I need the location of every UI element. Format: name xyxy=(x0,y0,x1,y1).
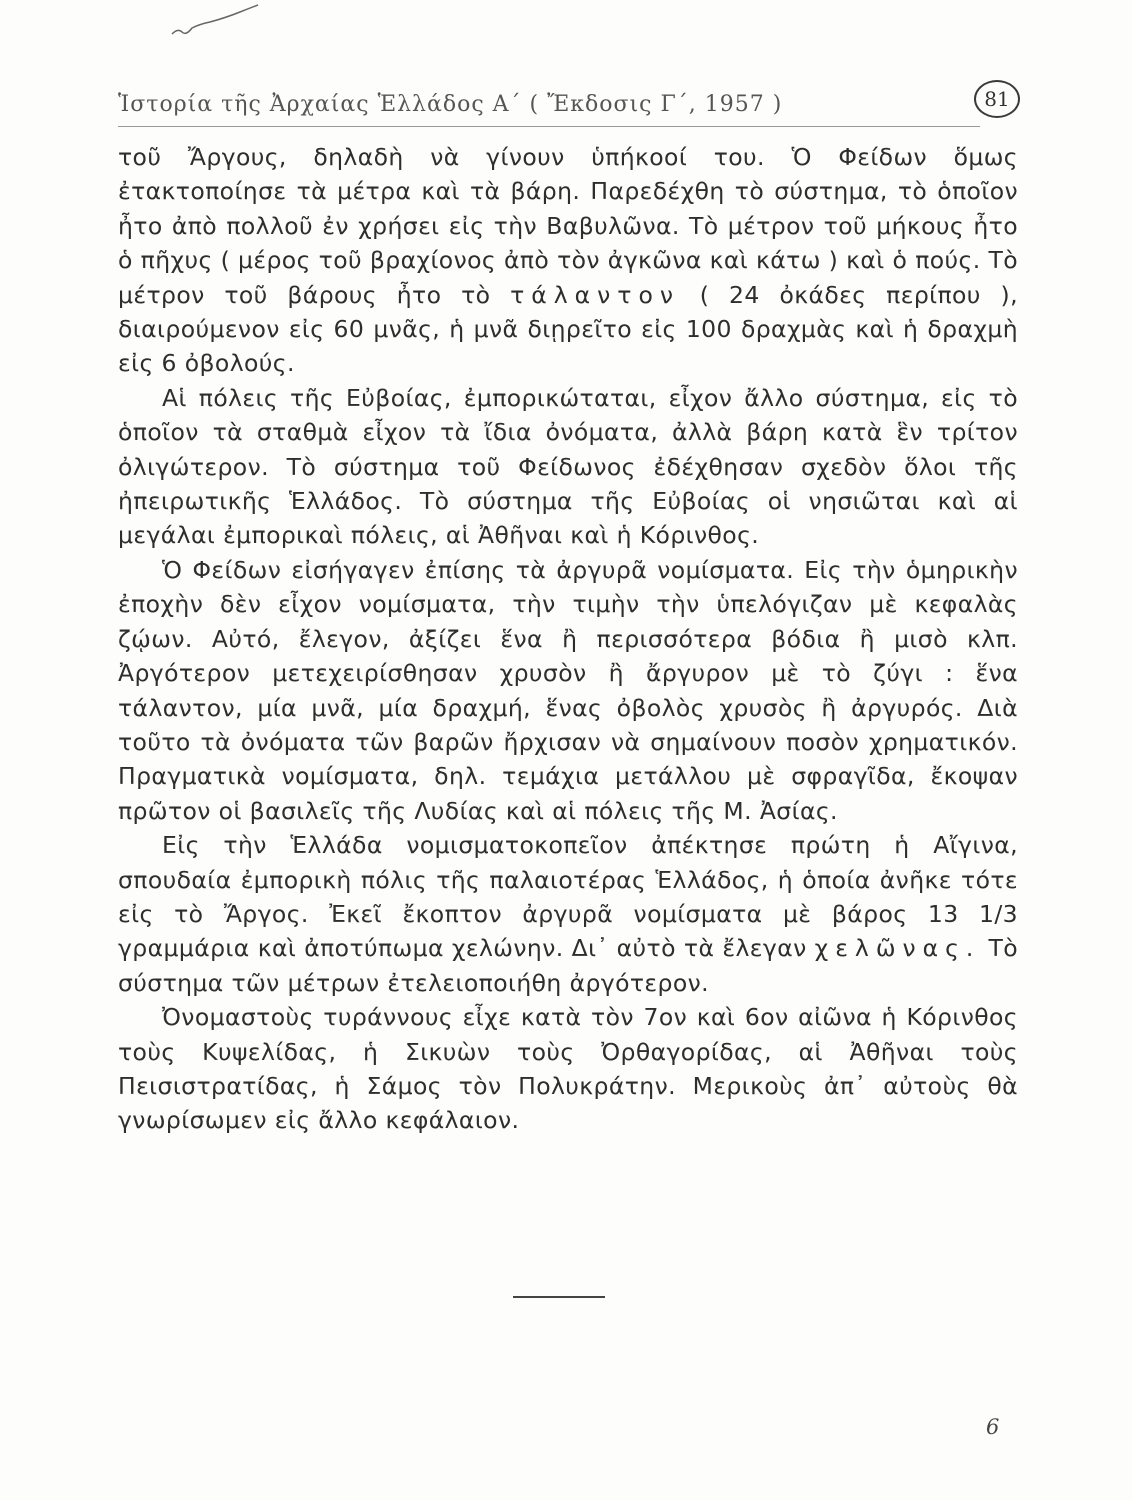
paragraph-1-end: ( 24 ὀκάδες περίπου ), διαιρούμενον εἰς 60 μνᾶς, ἡ μνᾶ διῃρεῖτο εἰς 100 δραχμὰς καὶ ἡ δραχμὴ εἰς 6 ὀβολούς. xyxy=(118,280,1018,378)
paragraph-5: Ὀνομαστοὺς τυράννους εἶχε κατὰ τὸν 7ον καὶ 6ον αἰῶνα ἡ Κόρινθος τοὺς Κυψελίδας, ἡ Σικυὼν τοὺς Ὀρθαγορίδας, αἱ Ἀθῆναι τοὺς Πεισιστρατίδας, ἡ Σάμος τὸν Πολυκράτην. Μερικοὺς ἀπ᾽ αὐτοὺς θὰ γνωρίσωμεν εἰς ἄλλο κεφάλαιον. xyxy=(118,1003,1018,1135)
end-of-section-rule xyxy=(513,1296,605,1298)
page-number-circle: 81 xyxy=(974,80,1020,118)
header-rule xyxy=(118,126,980,127)
signature-mark: 6 xyxy=(986,1415,1000,1439)
paragraph-4 xyxy=(118,828,1018,1000)
paragraph-2: Αἱ πόλεις τῆς Εὐβοίας, ἐμπορικώταται, εἶχον ἄλλο σύστημα, εἰς τὸ ὁποῖον τὰ σταθμὰ εἶχον τὰ ἴδια ὀνόματα, ἀλλὰ βάρη κατὰ ἓν τρίτον ὀλιγώτερον. Τὸ σύστημα τοῦ Φείδωνος ἐδέχθησαν σχεδὸν ὅλοι τῆς ἠπειρωτικῆς Ἑλλάδος. Τὸ σύστημα τῆς Εὐβοίας οἱ νησιῶται καὶ αἱ μεγάλαι ἐμπορικαὶ πόλεις, αἱ Ἀθῆναι καὶ ἡ Κόρινθος. xyxy=(118,383,1018,550)
paragraph-1 xyxy=(118,140,1018,381)
pen-stroke-mark xyxy=(170,4,260,44)
body-text xyxy=(118,140,1018,1138)
paragraph-4-end: Τὸ σύστημα τῶν μέτρων ἐτελειοποιήθη ἀργότερον. xyxy=(118,934,1018,997)
paragraph-1-text: τοῦ Ἄργους, δηλαδὴ νὰ γίνουν ὑπήκοοί του. Ὁ Φείδων ὅμως ἐτακτοποίησε τὰ μέτρα καὶ τὰ βάρη. Παρεδέχθη τὸ σύστημα, τὸ ὁποῖον ἦτο ἀπὸ πολλοῦ ἐν χρήσει εἰς τὴν Βαβυλῶνα. Τὸ μέτρον τοῦ μήκους ἦτο ὁ πῆχυς ( μέρος τοῦ βραχίονος ἀπὸ τὸν ἀγκῶνα καὶ κάτω ) καὶ ὁ πούς. Τὸ μέτρον τοῦ βάρους ἦτο τὸ xyxy=(118,143,1018,309)
paragraph-3: Ὁ Φείδων εἰσήγαγεν ἐπίσης τὰ ἀργυρᾶ νομίσματα. Εἰς τὴν ὁμηρικὴν ἐποχὴν δὲν εἶχον νομίσματα, τὴν τιμὴν τὴν ὑπελόγιζαν μὲ κεφαλὰς ζῴων. Αὐτό, ἔλεγον, ἀξίζει ἕνα ἢ περισσότερα βόδια ἢ μισὸ κλπ. Ἀργότερον μετεχειρίσθησαν χρυσὸν ἢ ἄργυρον μὲ τὸ ζύγι : ἕνα τάλαντον, μία μνᾶ, μία δραχμή, ἕνας ὀβολὸς χρυσὸς ἢ ἀργυρός. Διὰ τοῦτο τὰ ὀνόματα τῶν βαρῶν ἤρχισαν νὰ σημαίνουν ποσὸν χρηματικόν. Πραγματικὰ νομίσματα, δηλ. τεμάχια μετάλλου μὲ σφραγῖδα, ἔκοψαν πρῶτον οἱ βασιλεῖς τῆς Λυδίας καὶ αἱ πόλεις τῆς Μ. Ἀσίας. xyxy=(118,555,1018,825)
running-header xyxy=(118,80,1018,130)
paragraph-4-text: Εἰς τὴν Ἑλλάδα νομισματοκοπεῖον ἀπέκτησε πρώτη ἡ Αἴγινα, σπουδαία ἐμπορικὴ πόλις τῆς παλαιοτέρας Ἑλλάδος, ἡ ὁποία ἀνῆκε τότε εἰς τὸ Ἄργος. Ἐκεῖ ἔκοπτον ἀργυρᾶ νομίσματα μὲ βάρος 13 1/3 γραμμάρια καὶ ἀποτύπωμα χελώνην. Δι᾽ αὐτὸ τὰ ἔλεγαν xyxy=(118,831,1018,963)
header-title: Ἱστορία τῆς Ἀρχαίας Ἑλλάδος Α΄ ( Ἔκδοσις Γ΄, 1957 ) xyxy=(118,92,783,117)
emphasis-talanton: τάλαντον xyxy=(510,280,680,309)
emphasis-chelonas: χελῶνας. xyxy=(814,934,981,963)
